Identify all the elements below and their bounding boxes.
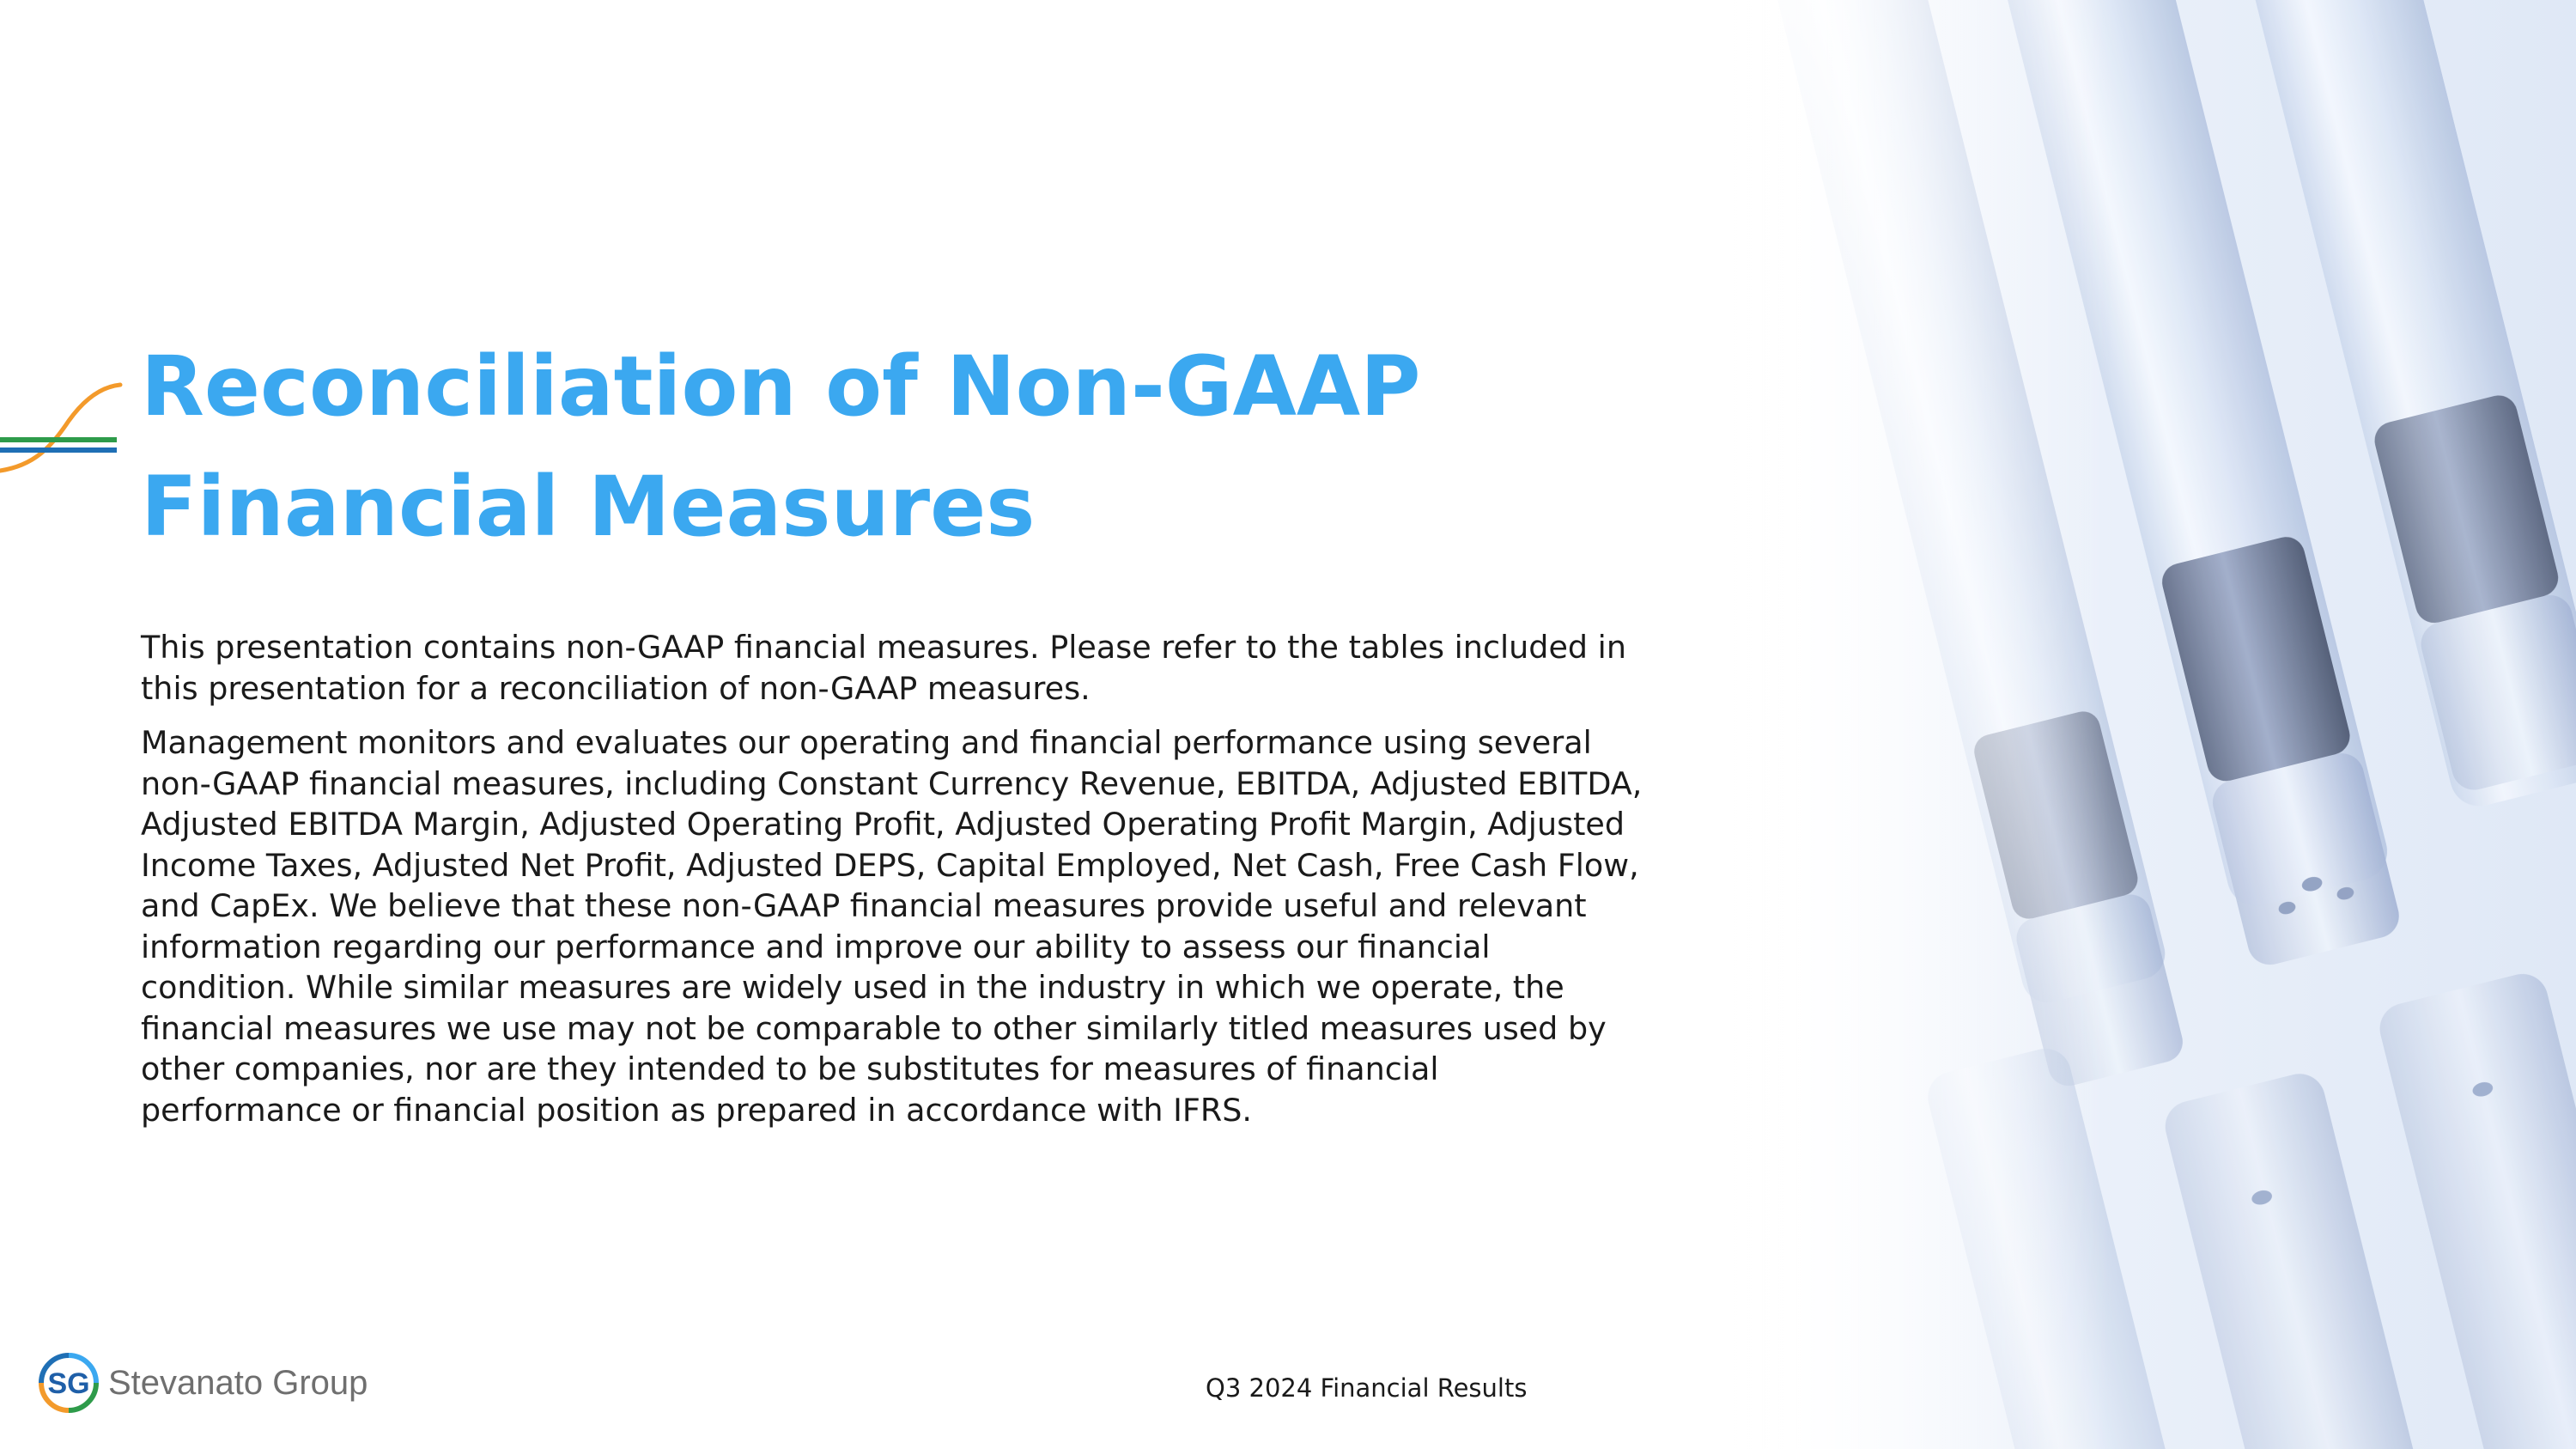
slide-title (141, 326, 1601, 567)
logo-mark-text: SG (47, 1367, 90, 1400)
slide-body (141, 627, 1643, 1144)
slide-title-line-1: Reconciliation of Non-GAAP (141, 338, 1421, 435)
body-paragraph-1: This presentation contains non-GAAP financial measures. Please refer to the tables included in this presentation for a reconciliation of non-GAAP measures. (141, 629, 1626, 707)
company-logo (34, 1349, 368, 1417)
slide-title-line-2: Financial Measures (141, 459, 1036, 555)
stevanato-logo-icon (34, 1349, 103, 1417)
glass-vials-photo (1735, 0, 2576, 1449)
vials-photo (1735, 0, 2576, 1449)
logo-name: Stevanato Group (108, 1363, 368, 1402)
body-paragraph-2: Management monitors and evaluates our operating and financial performance using several non-GAAP financial measures, including Constant Currency Revenue, EBITDA, Adjusted EBITDA, Adjusted EBITDA Margin, Adjusted Operating Profit, Adjusted Operating Profit Margin, Adjusted Income Taxes, Adjusted Net Profit, Adjusted DEPS, Capital Employed, Net Cash, Free Cash Flow, and CapEx. We believe that these non-GAAP financial measures provide useful and relevant information regarding our performance and improve our ability to assess our financial condition. While similar measures are widely used in the industry in which we operate, the financial measures we use may not be comparable to other similarly titled measures used by other companies, nor are they intended to be substitutes for measures of financial performance or financial position as prepared in accordance with IFRS. (141, 724, 1643, 1129)
footer-label: Q3 2024 Financial Results (1206, 1373, 1528, 1403)
swoosh-lines-icon (0, 378, 129, 490)
